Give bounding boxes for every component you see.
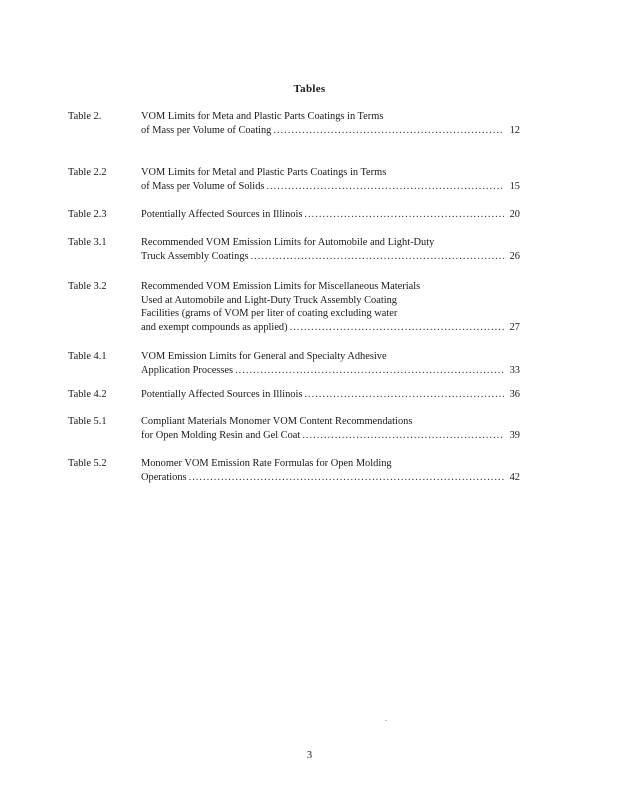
- table-entry-page-number: 36: [509, 389, 520, 400]
- page-title: Tables: [293, 83, 326, 95]
- dot-leader: [189, 471, 504, 485]
- table-entry-title-line: for Open Molding Resin and Gel Coat: [141, 429, 301, 441]
- table-entry-page-number: 27: [509, 321, 520, 333]
- table-entry-title-line: of Mass per Volume of Solids: [141, 180, 265, 192]
- table-entry-label: Table 3.1: [68, 237, 107, 248]
- table-entry-label: Table 5.1: [68, 416, 107, 427]
- table-entry-label: Table 2.: [68, 111, 102, 122]
- table-entry-label: Table 4.2: [68, 389, 107, 400]
- table-entry: [68, 236, 520, 263]
- table-entry-title-line: VOM Emission Limits for General and Specialty Adhesive: [141, 351, 387, 362]
- table-entry: [68, 110, 520, 137]
- table-entry-title-line: Recommended VOM Emission Limits for Miscellaneous Materials: [141, 281, 421, 292]
- table-entry-title-line: Monomer VOM Emission Rate Formulas for Open Molding: [141, 458, 392, 469]
- dot-leader: [251, 250, 504, 264]
- dot-leader: [266, 180, 504, 194]
- table-entry: [68, 388, 520, 402]
- table-entry-page-number: 20: [509, 209, 520, 220]
- table-entry-title-line: Operations: [141, 471, 187, 483]
- page-number: 3: [306, 750, 313, 761]
- table-entry: [68, 415, 520, 442]
- dot-leader: [304, 208, 504, 222]
- table-entry-label: Table 5.2: [68, 458, 107, 469]
- table-entry-label: Table 2.2: [68, 167, 107, 178]
- scan-speck: .: [385, 714, 387, 723]
- dot-leader: [273, 124, 504, 138]
- table-entry-title-line: Application Processes: [141, 364, 234, 376]
- table-entry: [68, 457, 520, 484]
- table-entry: [68, 280, 520, 334]
- table-entry-title-line: Potentially Affected Sources in Illinois: [141, 389, 303, 400]
- table-entry-title-line: VOM Limits for Metal and Plastic Parts Coatings in Terms: [141, 167, 387, 178]
- table-entry: [68, 350, 520, 377]
- table-entry-label: Table 3.2: [68, 281, 107, 292]
- table-entry-title-line: of Mass per Volume of Coating: [141, 124, 272, 136]
- table-entry-title-line: Compliant Materials Monomer VOM Content Recommendations: [141, 416, 413, 427]
- table-entry-title-line: Used at Automobile and Light-Duty Truck Assembly Coating: [141, 294, 398, 306]
- table-entry-title-line: VOM Limits for Meta and Plastic Parts Coatings in Terms: [141, 111, 384, 122]
- dot-leader: [235, 364, 504, 378]
- table-entry-label: Table 2.3: [68, 209, 107, 220]
- dot-leader: [302, 429, 504, 443]
- table-entry-label: Table 4.1: [68, 351, 107, 362]
- table-entry-page-number: 42: [509, 471, 520, 483]
- table-entry-page-number: 12: [509, 124, 520, 136]
- table-entry-title-line: Facilities (grams of VOM per liter of coating excluding water: [141, 308, 398, 320]
- table-entry: [68, 166, 520, 193]
- table-entry-page-number: 39: [509, 429, 520, 441]
- table-entry-title-line: and exempt compounds as applied): [141, 321, 288, 333]
- dot-leader: [304, 388, 504, 402]
- table-entry-page-number: 26: [509, 250, 520, 262]
- table-entry-page-number: 33: [509, 364, 520, 376]
- table-entry-title-line: Truck Assembly Coatings: [141, 250, 249, 262]
- table-entry-title-line: Potentially Affected Sources in Illinois: [141, 209, 303, 220]
- table-entry: [68, 208, 520, 222]
- table-entry-title-line: Recommended VOM Emission Limits for Automobile and Light-Duty: [141, 237, 435, 248]
- dot-leader: [290, 321, 504, 335]
- table-entry-page-number: 15: [509, 180, 520, 192]
